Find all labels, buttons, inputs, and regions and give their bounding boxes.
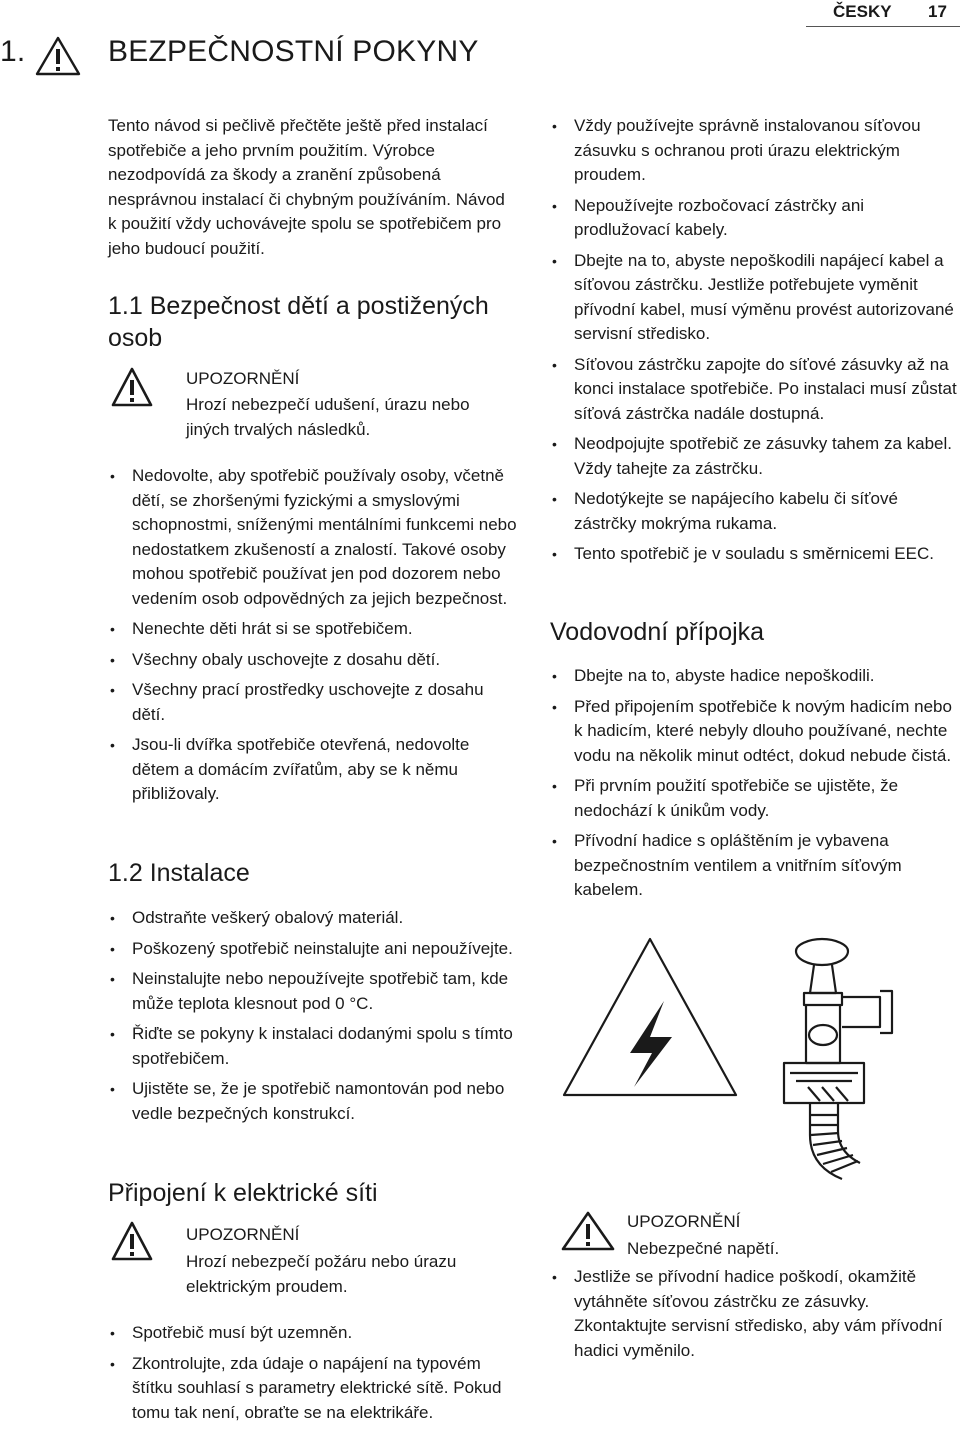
water-title: Vodovodní přípojka — [550, 618, 765, 646]
list-item: • Ujistěte se, že je spotřebič namontován pod nebo vedle bezpečných konstrukcí. — [108, 1077, 518, 1126]
electric-list — [108, 1321, 518, 1431]
list-item: • Nedovolte, aby spotřebič používaly osoby, včetně dětí, se zhoršenými fyzickými a smyslovými schopnostmi, sníženými mentálními funkcemi nebo nedostatkem zkušeností a znalostí. Takové osoby mohou spotřebič používat jen pod dozorem nebo vedením osob odpovědných za jejich bezpečnost. — [108, 464, 518, 611]
chapter-heading — [0, 35, 520, 77]
list-item: • Síťovou zástrčku zapojte do síťové zásuvky až na konci instalace spotřebiče. Po instalaci musí zůstat síťová zástrčka nadále dostupná. — [550, 353, 958, 427]
list-item: • Dbejte na to, abyste nepoškodili napájecí kabel a síťovou zástrčku. Jestliže potřebujete vyměnit přívodní kabel, musí výměnu provést autorizované servisní středisko. — [550, 249, 958, 347]
list-item: • Všechny obaly uschovejte z dosahu dětí. — [108, 648, 518, 673]
warning-title: UPOZORNĚNÍ — [186, 1225, 300, 1244]
list-item: • Nenechte děti hrát si se spotřebičem. — [108, 617, 518, 642]
list-item: • Přívodní hadice s opláštěním je vybavena bezpečnostním ventilem a vnitřním síťovým kabelem. — [550, 829, 958, 903]
list-item: • Spotřebič musí být uzemněn. — [108, 1321, 518, 1346]
list-item: • Odstraňte veškerý obalový materiál. — [108, 906, 518, 931]
header-language: ČESKY — [833, 2, 892, 21]
electric-title: Připojení k elektrické síti — [108, 1179, 378, 1207]
header-page-number: 17 — [928, 2, 947, 21]
section-1-1-list — [108, 464, 518, 813]
warning-text: Nebezpečné napětí. — [627, 1239, 780, 1258]
list-item: • Nepoužívejte rozbočovací zástrčky ani prodlužovací kabely. — [550, 194, 958, 243]
section-1-2-title: 1.2 Instalace — [108, 859, 250, 887]
list-item: • Poškozený spotřebič neinstalujte ani nepoužívejte. — [108, 937, 518, 962]
warning-text: Hrozí nebezpečí požáru nebo úrazu elektrickým proudem. — [186, 1252, 457, 1296]
warning-title: UPOZORNĚNÍ — [627, 1212, 741, 1231]
warning-text: Hrozí nebezpečí udušení, úrazu nebo jiných trvalých následků. — [186, 395, 470, 439]
list-item: • Tento spotřebič je v souladu s směrnicemi EEC. — [550, 542, 958, 567]
list-item: • Jsou-li dvířka spotřebiče otevřená, nedovolte dětem a domácím zvířatům, aby se k němu přibližovaly. — [108, 733, 518, 807]
list-item: • Neinstalujte nebo nepoužívejte spotřebič tam, kde může teplota klesnout pod 0 °C. — [108, 967, 518, 1016]
list-item: • Zkontrolujte, zda údaje o napájení na typovém štítku souhlasí s parametry elektrické sítě. Pokud tomu tak není, obraťte se na elektrikáře. — [108, 1352, 518, 1426]
list-item: • Neodpojujte spotřebič ze zásuvky tahem za kabel. Vždy tahejte za zástrčku. — [550, 432, 958, 481]
chapter-number: 1. — [0, 35, 26, 68]
warning-triangle-icon — [110, 1220, 154, 1262]
water-hose-valve-illustration — [560, 935, 920, 1185]
list-item: • Před připojením spotřebiče k novým hadicím nebo k hadicím, které nebyly dlouho používané, nechte vodu na několik minut odtéct, dokud nebude čistá. — [550, 695, 958, 769]
list-item: • Vždy používejte správně instalovanou síťovou zásuvku s ochranou proti úrazu elektrickým proudem. — [550, 114, 958, 188]
warning-title: UPOZORNĚNÍ — [186, 369, 300, 388]
electric-list-continued — [550, 114, 958, 573]
list-item: • Řiďte se pokyny k instalaci dodanými spolu s tímto spotřebičem. — [108, 1022, 518, 1071]
list-item: • Jestliže se přívodní hadice poškodí, okamžitě vytáhněte síťovou zástrčku ze zásuvky. Zkontaktujte servisní středisko, aby vám přívodní hadici vyměnilo. — [550, 1265, 958, 1363]
list-item: • Nedotýkejte se napájecího kabelu či síťové zástrčky mokrýma rukama. — [550, 487, 958, 536]
water-list-after — [550, 1265, 958, 1369]
list-item: • Dbejte na to, abyste hadice nepoškodili. — [550, 664, 958, 689]
section-1-2-list — [108, 906, 518, 1132]
header-rule — [806, 26, 960, 27]
warning-triangle-icon — [34, 35, 82, 77]
section-1-1-title: 1.1 Bezpečnost dětí a postižených osob — [108, 292, 489, 352]
list-item: • Při prvním použití spotřebiče se ujistěte, že nedochází k únikům vody. — [550, 774, 958, 823]
warning-triangle-icon — [560, 1210, 616, 1252]
warning-triangle-icon — [110, 366, 154, 408]
list-item: • Všechny prací prostředky uschovejte z dosahu dětí. — [108, 678, 518, 727]
water-list — [550, 664, 958, 909]
chapter-title: BEZPEČNOSTNÍ POKYNY — [108, 35, 479, 68]
intro-paragraph: Tento návod si pečlivě přečtěte ještě před instalací spotřebiče a jeho prvním použitím. Výrobce nezodpovídá za škody a zranění způsobená nesprávnou instalací či chybným používáním. Návod k použití vždy uchovávejte spolu se spotřebičem pro jeho budoucí použití. — [108, 116, 505, 258]
